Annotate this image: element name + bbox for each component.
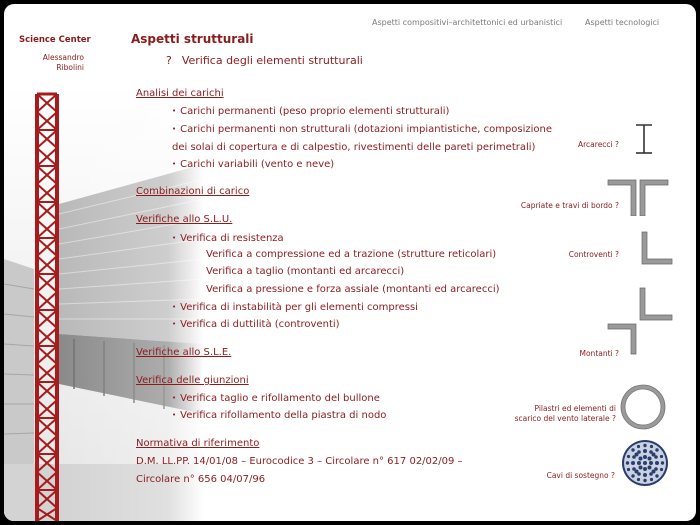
heading-verifiche-sle: Verifiche allo S.L.E. xyxy=(136,347,232,358)
heading-analisi-carichi: Analisi dei carichi xyxy=(136,88,224,99)
link-arcarecci[interactable]: Arcarecci ? xyxy=(578,140,619,149)
bullet-verifica-bullone: • Verifica taglio e rifollamento del bullone xyxy=(172,393,380,404)
double-angle-icon xyxy=(606,176,670,216)
heading-combinazioni: Combinazioni di carico xyxy=(136,186,250,197)
bullet-verifica-resistenza: • Verifica di resistenza xyxy=(172,233,284,244)
sub-verifica-compressione: Verifica a compressione ed a trazione (strutture reticolari) xyxy=(206,249,497,260)
link-capriate[interactable]: Capriate e travi di bordo ? xyxy=(520,201,619,210)
link-pilastri-line-1: Pilastri ed elementi di xyxy=(534,404,616,413)
page-title: Aspetti strutturali xyxy=(131,32,254,46)
link-pilastri-line-2: scarico del vento laterale ? xyxy=(514,414,616,423)
heading-verifiche-slu: Verifiche allo S.L.U. xyxy=(136,214,233,225)
link-cavi[interactable]: Cavi di sostegno ? xyxy=(546,471,615,480)
sub-verifica-taglio: Verifica a taglio (montanti ed arcarecci) xyxy=(206,266,405,277)
heading-verifica-giunzioni: Verifica delle giunzioni xyxy=(136,375,249,386)
bullet-carichi-non-strutturali: • Carichi permanenti non strutturali (dotazioni impiantistiche, composizione xyxy=(172,124,552,135)
page-subtitle xyxy=(166,54,363,67)
bullet-verifica-piastra: • Verifica rifollamento della piastra di nodo xyxy=(172,410,386,421)
normativa-line-1: D.M. LL.PP. 14/01/08 – Eurocodice 3 – Circolare n° 617 02/02/09 – xyxy=(136,456,463,467)
author-name xyxy=(34,53,84,73)
nav-compositivi-link[interactable]: Aspetti compositivi–architettonici ed urbanistici xyxy=(372,18,563,27)
bullet-carichi-variabili: • Carichi variabili (vento e neve) xyxy=(172,159,334,170)
subtitle-text: Verifica degli elementi strutturali xyxy=(181,54,363,67)
bullet-verifica-instabilita: • Verifica di instabilità per gli elementi compressi xyxy=(172,302,418,313)
montanti-profile-icon xyxy=(606,284,676,356)
subtitle-marker: ? xyxy=(166,54,172,67)
heading-normativa: Normativa di riferimento xyxy=(136,438,260,449)
bullet-carichi-permanenti: • Carichi permanenti (peso proprio elementi strutturali) xyxy=(172,106,449,117)
link-pilastri[interactable] xyxy=(515,404,616,424)
normativa-line-2: Circolare n° 656 04/07/96 xyxy=(136,474,266,485)
tube-section-icon xyxy=(620,384,666,430)
nav-tecnologici-link[interactable]: Aspetti tecnologici xyxy=(585,18,660,27)
brand-label: Science Center xyxy=(19,35,91,45)
link-controventi[interactable]: Controventi ? xyxy=(568,250,619,259)
link-montanti[interactable]: Montanti ? xyxy=(579,349,619,358)
bullet-verifica-duttilita: • Verifica di duttilità (controventi) xyxy=(172,319,340,330)
bullet-carichi-non-strutturali-cont: dei solai di copertura e di calpestio, rivestimenti delle pareti perimetrali) xyxy=(172,142,536,153)
author-first-name: Alessandro xyxy=(42,53,84,62)
slide xyxy=(4,4,696,521)
i-beam-icon xyxy=(632,122,656,156)
angle-profile-icon xyxy=(640,230,674,266)
cable-section-icon xyxy=(620,438,670,488)
author-last-name: Ribolini xyxy=(56,63,84,72)
sub-verifica-pressione: Verifica a pressione e forza assiale (montanti ed arcarecci) xyxy=(206,284,500,295)
